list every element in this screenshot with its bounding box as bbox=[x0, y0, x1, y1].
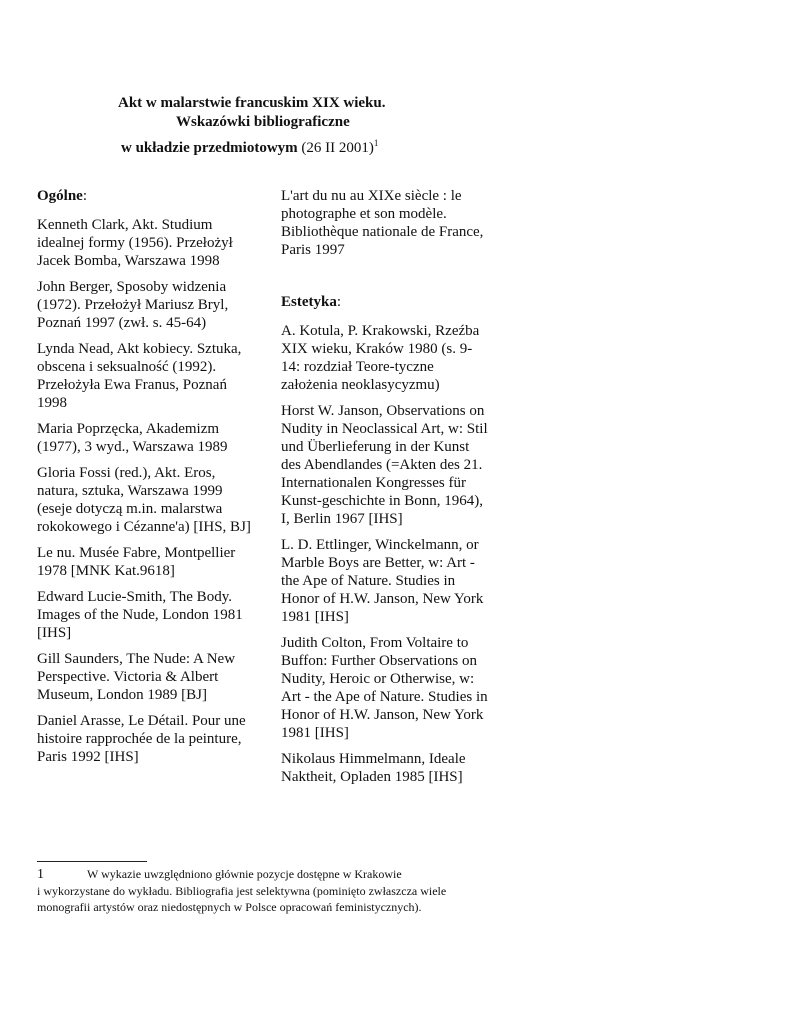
bibliography-entry: Gloria Fossi (red.), Akt. Eros, natura, sztuka, Warszawa 1999 (eseje dotyczą m.in. malarstwa rokokowego i Cézanne'a) [IHS, BJ] bbox=[37, 465, 251, 535]
title-line-1: Akt w malarstwie francuskim XIX wieku. bbox=[118, 95, 386, 111]
footnote-line-2: i wykorzystane do wykładu. Bibliografia jest selektywna (pominięto zwłaszcza wiele bbox=[37, 884, 447, 898]
footnote-line-1: 1 W wykazie uwzględniono głównie pozycje dostępne w Krakowie bbox=[37, 867, 402, 882]
bibliography-entry-continued: L'art du nu au XIXe siècle : le photographe et son modèle. Bibliothèque nationale de France, Paris 1997 bbox=[281, 188, 484, 258]
bibliography-entry: Kenneth Clark, Akt. Studium idealnej formy (1956). Przełożył Jacek Bomba, Warszawa 1998 bbox=[37, 217, 233, 269]
section-heading-aesthetics: Estetyka: bbox=[281, 294, 342, 310]
right-column bbox=[281, 187, 491, 794]
bibliography-entry: Edward Lucie-Smith, The Body. Images of the Nude, London 1981 [IHS] bbox=[37, 589, 243, 641]
bibliography-entry: Nikolaus Himmelmann, Ideale Naktheit, Opladen 1985 [IHS] bbox=[281, 751, 466, 785]
bibliography-entry: Judith Colton, From Voltaire to Buffon: Further Observations on Nudity, Heroic or Otherwise, w: Art - the Ape of Nature. Studies in Honor of H.W. Janson, New York 1981 [IHS] bbox=[281, 635, 488, 741]
bibliography-entry: Gill Saunders, The Nude: A New Perspective. Victoria & Albert Museum, London 1989 [BJ] bbox=[37, 651, 236, 703]
bibliography-entry: Daniel Arasse, Le Détail. Pour une histoire rapprochée de la peinture, Paris 1992 [IHS] bbox=[37, 713, 246, 765]
bibliography-entry: Horst W. Janson, Observations on Nudity in Neoclassical Art, w: Stil und Überlieferung in der Kunst des Abendlandes (=Akten des 21. Internationalen Kongresses für Kunst-geschichte in Bonn, 1964), I, Berlin 1967 [IHS] bbox=[281, 403, 488, 527]
footnote-reference: 1 bbox=[373, 138, 379, 148]
bibliography-entry: A. Kotula, P. Krakowski, Rzeźba XIX wieku, Kraków 1980 (s. 9-14: rozdział Teore-tyczne założenia neoklasycyzmu) bbox=[281, 323, 480, 393]
bibliography-entry: John Berger, Sposoby widzenia (1972). Przełożył Mariusz Bryl, Poznań 1997 (zwł. s. 45-64) bbox=[37, 279, 229, 331]
left-column bbox=[37, 187, 252, 774]
footnote bbox=[37, 866, 737, 915]
title-date: (26 II 2001) bbox=[297, 140, 374, 156]
footnote-line-3: monografii artystów oraz niedostępnych w Polsce opracowań feministycznych). bbox=[37, 900, 422, 914]
bibliography-entry: L. D. Ettlinger, Winckelmann, or Marble Boys are Better, w: Art - the Ape of Nature. Studies in Honor of H.W. Janson, New York 1981 [IHS] bbox=[281, 537, 484, 625]
bibliography-entry: Lynda Nead, Akt kobiecy. Sztuka, obscena i seksualność (1992). Przełożyła Ewa Franus, Poznań 1998 bbox=[37, 341, 242, 411]
footnote-separator bbox=[37, 861, 147, 862]
title-line-3-bold: w układzie przedmiotowym bbox=[121, 140, 298, 156]
bibliography-entry: Maria Poprzęcka, Akademizm (1977), 3 wyd., Warszawa 1989 bbox=[37, 421, 228, 455]
section-heading-general: Ogólne: bbox=[37, 188, 88, 204]
footnote-number: 1 bbox=[37, 867, 44, 882]
title-line-2: Wskazówki bibliograficzne bbox=[176, 114, 350, 130]
title-line-3 bbox=[121, 134, 378, 158]
bibliography-entry: Le nu. Musée Fabre, Montpellier 1978 [MNK Kat.9618] bbox=[37, 545, 236, 579]
